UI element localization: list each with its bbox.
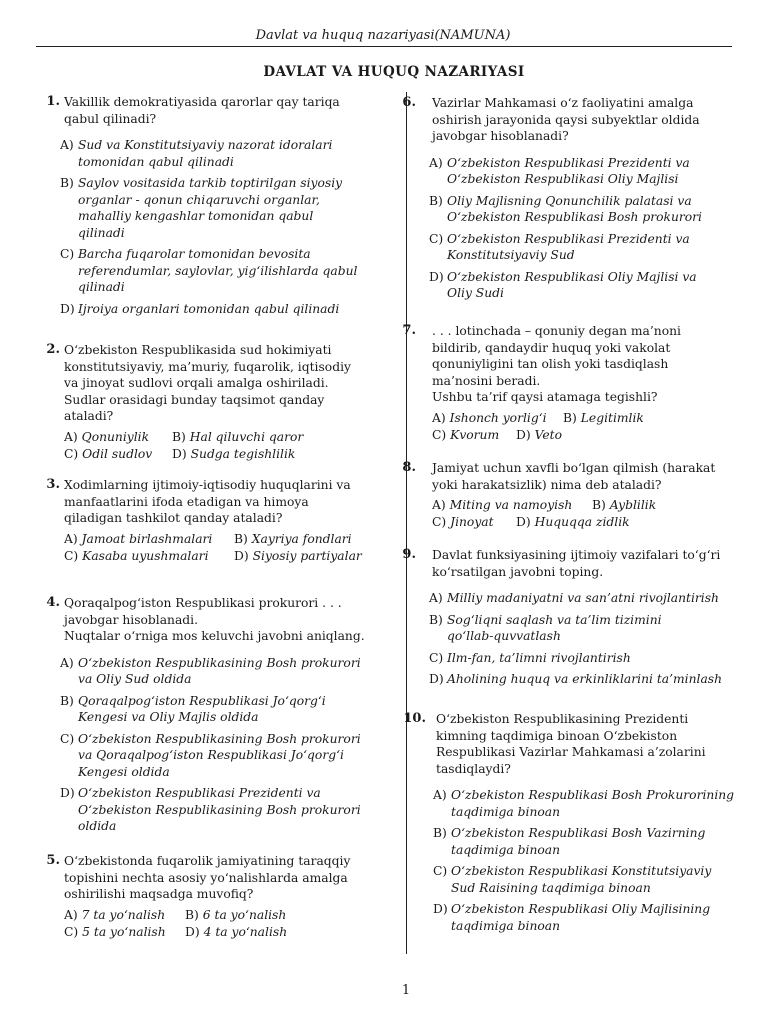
option-a[interactable]: A) O‘zbekiston Respublikasining Bosh prokurori va Oliy Sud oldida <box>60 655 361 686</box>
option-c[interactable]: C) Kvorum <box>432 427 500 442</box>
question-number: 7. <box>402 323 416 338</box>
question-2 <box>40 342 351 463</box>
option-c[interactable]: C) O‘zbekiston Respublikasining Bosh prokurori va Qoraqalpog‘iston Respublikasi Jo‘qorg‘i Kengesi oldida <box>60 731 361 779</box>
option-b[interactable]: B) Sog‘liqni saqlash va ta’lim tizimini qo‘llab-quvvatlash <box>429 612 662 643</box>
question-text: Qoraqalpog‘iston Respublikasi prokurori . . . javobgar hisoblanadi. Nuqtalar o‘rniga mos keluvchi javobni aniqlang. <box>64 596 365 643</box>
question-text: Vakillik demokratiyasida qarorlar qay tariqa qabul qilinadi? <box>64 95 340 126</box>
option-b[interactable]: B) Ayblilik <box>592 498 657 512</box>
question-text: Davlat funksiyasining ijtimoiy vazifalari to‘g‘ri ko‘rsatilgan javobni toping. <box>432 548 721 579</box>
question-9 <box>396 547 722 693</box>
question-8 <box>396 460 715 531</box>
question-text: O‘zbekiston Respublikasida sud hokimiyati konstitutsiyaviy, ma’muriy, fuqarolik, iqtisodiy va jinoyat sudlovi orqali amalga oshiriladi. Sudlar orasidagi bunday taqsimot qanday ataladi? <box>64 343 351 423</box>
answer-options <box>432 497 715 531</box>
option-b[interactable]: B) Oliy Majlisning Qonunchilik palatasi va O‘zbekiston Respublikasi Bosh prokurori <box>429 193 702 224</box>
option-a[interactable]: A) Qonuniylik <box>64 429 150 444</box>
option-c[interactable]: C) O‘zbekiston Respublikasi Konstitutsiyaviy Sud Raisining taqdimiga binoan <box>433 864 712 895</box>
option-b[interactable]: B) Saylov vositasida tarkib toptirilgan siyosiy organlar - qonun chiqaruvchi organlar, mahalliy kengashlar tomonidan qabul qilinadi <box>60 176 343 240</box>
option-a[interactable]: A) Ishonch yorlig‘i <box>432 410 547 425</box>
answer-options <box>60 655 365 835</box>
answer-options <box>64 429 351 463</box>
answer-options <box>429 590 722 688</box>
question-number: 8. <box>402 460 416 475</box>
question-number: 5. <box>46 853 60 868</box>
option-c[interactable]: C) Kasaba uyushmalari <box>64 548 209 563</box>
page-number: 1 <box>401 983 411 998</box>
option-b[interactable]: B) O‘zbekiston Respublikasi Bosh Vazirning taqdimiga binoan <box>433 826 706 857</box>
question-4 <box>40 595 365 840</box>
question-number: 3. <box>46 477 60 492</box>
option-a[interactable]: A) O‘zbekiston Respublikasi Bosh Prokurorining taqdimiga binoan <box>433 788 735 819</box>
option-b[interactable]: B) Hal qiluvchi qaror <box>172 429 304 444</box>
answer-options <box>64 531 362 565</box>
answer-options <box>433 787 734 934</box>
question-text: Vazirlar Mahkamasi o‘z faoliyatini amalga oshirish jarayonida qaysi subyektlar oldida javobgar hisoblanadi? <box>432 96 700 143</box>
document-title: DAVLAT VA HUQUQ NAZARIYASI <box>263 64 525 80</box>
question-number: 1. <box>46 94 60 109</box>
question-text: Jamiyat uchun xavfli bo‘lgan qilmish (harakat yoki harakatsizlik) nima deb ataladi? <box>432 461 716 492</box>
header-rule <box>36 46 732 47</box>
question-3 <box>40 477 362 565</box>
option-d[interactable]: D) Siyosiy partiyalar <box>234 548 362 563</box>
option-c[interactable]: C) Ilm-fan, ta’limni rivojlantirish <box>429 650 631 665</box>
option-a[interactable]: A) 7 ta yo‘nalish <box>64 907 166 922</box>
answer-options <box>429 155 702 302</box>
option-d[interactable]: D) 4 ta yo‘nalish <box>185 924 288 939</box>
question-number: 2. <box>46 342 60 357</box>
question-6 <box>396 95 702 307</box>
option-d[interactable]: D) Aholining huquq va erkinliklarini ta’minlash <box>429 672 723 686</box>
option-a[interactable]: A) Milliy madaniyatni va san’atni rivojlantirish <box>429 591 719 605</box>
question-number: 4. <box>46 595 60 610</box>
option-a[interactable]: A) Miting va namoyish <box>432 498 573 512</box>
option-a[interactable]: A) Sud va Konstitutsiyaviy nazorat idoralari tomonidan qabul qilinadi <box>60 138 333 169</box>
option-d[interactable]: D) Ijroiya organlari tomonidan qabul qilinadi <box>60 301 340 316</box>
option-d[interactable]: D) O‘zbekiston Respublikasi Oliy Majlisi va Oliy Sudi <box>429 269 697 300</box>
question-7 <box>396 323 681 444</box>
question-text: . . . lotinchada – qonuniy degan ma’noni bildirib, qandaydir huquq yoki vakolat qonuniyligini tan olish yoki tasdiqlash ma’nosini beradi. Ushbu ta’rif qaysi atamaga tegishli? <box>432 324 681 404</box>
option-b[interactable]: B) Qoraqalpog‘iston Respublikasi Jo‘qorg‘i Kengesi va Oliy Majlis oldida <box>60 693 326 724</box>
question-number: 9. <box>402 547 416 562</box>
answer-options <box>64 907 350 941</box>
option-c[interactable]: C) Jinoyat <box>432 515 494 529</box>
option-b[interactable]: B) Xayriya fondlari <box>234 531 352 546</box>
option-a[interactable]: A) O‘zbekiston Respublikasi Prezidenti va O‘zbekiston Respublikasi Oliy Majlisi <box>429 155 690 186</box>
option-b[interactable]: B) 6 ta yo‘nalish <box>185 907 287 922</box>
answer-options <box>432 410 681 444</box>
option-d[interactable]: D) Huquqqa zidlik <box>516 515 630 529</box>
question-number: 6. <box>402 95 416 110</box>
option-a[interactable]: A) Jamoat birlashmalari <box>64 531 213 546</box>
question-number: 10. <box>403 711 426 726</box>
option-d[interactable]: D) Veto <box>516 427 562 442</box>
running-header: Davlat va huquq nazariyasi(NAMUNA) <box>255 28 511 43</box>
option-d[interactable]: D) O‘zbekiston Respublikasi Oliy Majlisining taqdimiga binoan <box>433 902 711 933</box>
option-c[interactable]: C) O‘zbekiston Respublikasi Prezidenti va Konstitutsiyaviy Sud <box>429 231 690 262</box>
option-c[interactable]: C) Barcha fuqarolar tomonidan bevosita referendumlar, saylovlar, yig‘ilishlarda qabul qilinadi <box>60 247 358 294</box>
question-text: O‘zbekiston Respublikasining Prezidenti kimning taqdimiga binoan O‘zbekiston Respublikasi Vazirlar Mahkamasi a’zolarini tasdiqlaydi? <box>436 712 706 776</box>
question-5 <box>40 853 350 941</box>
option-b[interactable]: B) Legitimlik <box>563 410 644 425</box>
option-c[interactable]: C) Odil sudlov <box>64 446 153 461</box>
option-d[interactable]: D) Sudga tegishlilik <box>172 446 296 461</box>
question-text: O‘zbekistonda fuqarolik jamiyatining taraqqiy topishini nechta asosiy yo‘nalishlarda amalga oshirilishi maqsadga muvofiq? <box>64 854 351 901</box>
question-10 <box>396 711 734 939</box>
answer-options <box>60 137 357 317</box>
question-1 <box>40 94 357 322</box>
option-c[interactable]: C) 5 ta yo‘nalish <box>64 924 166 939</box>
question-text: Xodimlarning ijtimoiy-iqtisodiy huquqlarini va manfaatlarini ifoda etadigan va himoya qiladigan tashkilot qanday ataladi? <box>64 478 351 525</box>
option-d[interactable]: D) O‘zbekiston Respublikasi Prezidenti va O‘zbekiston Respublikasining Bosh prokurori oldida <box>60 786 361 833</box>
